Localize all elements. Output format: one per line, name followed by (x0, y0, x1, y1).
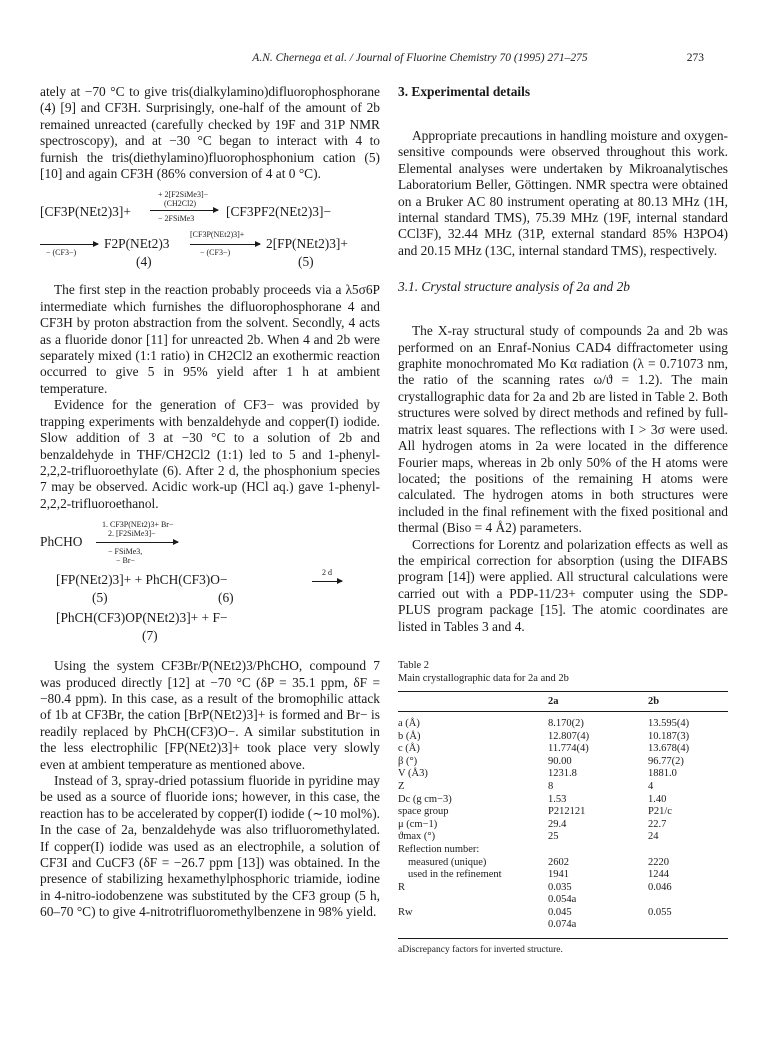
compound-label: (6) (218, 590, 234, 606)
table-header-cell (398, 691, 548, 711)
table-cell: 90.00 (548, 755, 572, 767)
arrow-label: 2. [F2SiMe3]− (108, 529, 156, 539)
paragraph: Instead of 3, spray-dried potassium fluoride in pyridine may be used as a source of fluoride ions; however, in this case, the reaction has to be accelerated by copper(I) iodide (∼10 mol%). In the case of 2a, benzaldehyde was also trifluoromethylated. If copper(I) iodide was used as an electrophile, a solution of CF3I and CuCF3 (δF = −26.7 ppm [13]) was obtained. In the presence of stabilizing hexamethylphosphoric triamide, iodine in 4-nitro-iodobenzene was substituted by the CF3 group (5 h, 60–70 °C) to give 4-nitrotrifluoromethylbenzene in 98% yield. (40, 772, 380, 920)
table-cell (648, 894, 728, 907)
arrow-label: 1. CF3P(NEt2)3+ Br− (102, 520, 174, 530)
table-row (398, 869, 728, 882)
table-cell: Reflection number: (398, 843, 480, 855)
table-cell: 8 (548, 780, 554, 792)
reaction-arrow (190, 244, 260, 245)
reaction-arrow (150, 210, 218, 211)
arrow-label: (CH2Cl2) (164, 199, 196, 209)
table-row (398, 819, 728, 832)
table-cell: P21/c (648, 806, 672, 818)
table-label: Table 2 (398, 659, 430, 671)
table-cell: space group (398, 806, 449, 818)
table-cell: 29.4 (548, 818, 567, 830)
paragraph: ately at −70 °C to give tris(dialkylamino)difluorophosphorane (4) [9] and CF3H. Surprisingly, one-half of the amount of 2b remained unreacted (carefully checked by 19F and 31P NMR spectroscopy), and at −30 °C began to interact with 4 to furnish the tris(diethylamino)fluorophosphonium cation (5) [10] and again CF3H (86% conversion of 4 at 0 °C). (40, 84, 380, 182)
section-heading: 3. Experimental details (398, 84, 531, 99)
table-cell: 1941 (548, 869, 569, 881)
arrow-label: − (CF3−) (200, 248, 231, 258)
table-header-cell: 2b (648, 691, 728, 711)
table-cell: Z (398, 780, 405, 792)
table-cell: 0.035 (548, 881, 572, 893)
table-title: Main crystallographic data for 2a and 2b (398, 672, 569, 684)
table-cell (648, 919, 728, 938)
table-row (398, 731, 728, 744)
table-cell: μ (cm−1) (398, 818, 438, 830)
table-cell: 22.7 (648, 818, 667, 830)
table-row (398, 794, 728, 807)
table-cell: 96.77(2) (648, 755, 684, 767)
arrow-label: − (CF3−) (46, 248, 77, 258)
scheme-reactant: [CF3P(NEt2)3]+ (40, 204, 131, 220)
paragraph: Using the system CF3Br/P(NEt2)3/PhCHO, compound 7 was produced directly [12] at −70 °C (δP = 35.1 ppm, δF = −80.4 ppm). In this case, as a result of the bromophilic attack of 1b at CF3Br, the cation [BrP(NEt2)3]+ is formed and Br− is readily replaced by PhCH(CF3)O−. A similar substitution in the less electrophilic [FP(NEt2)3]+ took place very slowly even at ambient temperature as mentioned above. (40, 658, 380, 772)
table-row (398, 831, 728, 844)
table-cell: 0.055 (648, 906, 672, 918)
table-row (398, 882, 728, 895)
subsection-heading: 3.1. Crystal structure analysis of 2a and 2b (398, 279, 630, 295)
running-title: A.N. Chernega et al. / Journal of Fluorine Chemistry 70 (1995) 271–275 (252, 52, 588, 64)
table-cell: Dc (g cm−3) (398, 793, 452, 805)
table-cell: 2220 (648, 856, 669, 868)
table-cell: used in the refinement (408, 869, 502, 881)
table-cell: 25 (548, 831, 559, 843)
table-cell: 8.170(2) (548, 717, 584, 729)
crystallographic-data-table (398, 691, 728, 939)
table-cell (398, 894, 548, 907)
table-cell: 13.595(4) (648, 717, 690, 729)
scheme-line: [FP(NEt2)3]+ + PhCH(CF3)O− (56, 572, 228, 588)
table-cell: P212121 (548, 806, 586, 818)
table-row (398, 768, 728, 781)
table-cell: 0.074a (548, 919, 648, 938)
table-row (398, 781, 728, 794)
scheme-product: F2P(NEt2)3 (104, 236, 170, 252)
table-cell: R (398, 881, 406, 893)
table-cell: 2602 (548, 856, 569, 868)
reaction-arrow (40, 244, 98, 245)
arrow-label: [CF3P(NEt2)3]+ (190, 230, 245, 240)
arrow-label: + 2[F2SiMe3]− (158, 190, 209, 200)
table-cell: 0.046 (648, 881, 672, 893)
table-cell: a (Å) (398, 717, 420, 729)
scheme-reactant: PhCHO (40, 534, 83, 550)
table-cell: 11.774(4) (548, 743, 589, 755)
table-row (398, 919, 728, 938)
table-cell (648, 844, 728, 857)
scheme-product: 2[FP(NEt2)3]+ (266, 236, 348, 252)
table-row (398, 857, 728, 870)
table-row (398, 743, 728, 756)
table-row (398, 907, 728, 920)
paragraph: The first step in the reaction probably proceeds via a λ5σ6P intermediate which furnishes the difluorophosphorane 4 and CF3H by proton abstraction from the solvent. Secondly, 4 acts as a fluoride donor [11] for unreacted 2b. When 4 and 2b were separately mixed (1:1 ratio) in CH2Cl2 an exothermic reaction occurred to give 5 in 95% yield after 1 h at ambient temperature. (40, 282, 380, 396)
table-row (398, 806, 728, 819)
table-footnote: aDiscrepancy factors for inverted structure. (398, 945, 563, 956)
table-row (398, 711, 728, 730)
table-cell: 10.187(3) (648, 730, 690, 742)
reaction-scheme-1 (40, 190, 380, 272)
table-cell: 1231.8 (548, 768, 577, 780)
reaction-scheme-2 (40, 520, 380, 646)
paragraph: Evidence for the generation of CF3− was provided by trapping experiments with benzaldehyde and copper(I) iodide. Slow addition of 3 at −30 °C to a solution of 2b and benzaldehyde in THF/CH2Cl2 (1:1) led to 5 and 1-phenyl-2,2,2-trifluoroethylate (6). After 2 d, the phosphonium species 7 may be observed. Acidic work-up (HCl aq.) gave 1-phenyl-2,2,2-trifluoroethanol. (40, 397, 380, 511)
table-cell: 1.40 (648, 793, 667, 805)
table-cell: β (°) (398, 755, 418, 767)
reaction-arrow (96, 542, 178, 543)
table-cell: V (Å3) (398, 768, 428, 780)
table-cell: b (Å) (398, 730, 421, 742)
table-caption (398, 659, 728, 685)
right-column (398, 84, 728, 955)
reaction-arrow (312, 581, 342, 582)
compound-label: (7) (142, 628, 158, 644)
table-cell: 24 (648, 831, 659, 843)
paragraph: Corrections for Lorentz and polarization effects as well as the empirical correction for absorption (using the DIFABS program [14]) were applied. All structural calculations were carried out with a PDP-11/23+ computer using the SDP-PLUS program package [15]. The atomic coordinates are listed in Tables 3 and 4. (398, 536, 728, 634)
compound-label: (4) (136, 254, 152, 270)
table-header-cell: 2a (548, 691, 648, 711)
table-cell: 1.53 (548, 793, 567, 805)
scheme-product: [CF3PF2(NEt2)3]− (226, 204, 332, 220)
table-header-row (398, 691, 728, 711)
table-cell: measured (unique) (408, 856, 487, 868)
table-cell: 13.678(4) (648, 743, 690, 755)
arrow-label: − 2FSiMe3 (158, 214, 195, 224)
table-cell: 1881.0 (648, 768, 677, 780)
scheme-line: [PhCH(CF3)OP(NEt2)3]+ + F− (56, 610, 228, 626)
table-row (398, 756, 728, 769)
arrow-label: 2 d (322, 568, 332, 578)
arrow-label: − Br− (116, 556, 136, 566)
table-cell (398, 919, 548, 938)
table-cell: 0.054a (548, 894, 577, 906)
table-cell: 4 (648, 780, 654, 792)
table-cell: ϑmax (°) (398, 831, 436, 843)
paragraph: Appropriate precautions in handling moisture and oxygen-sensitive compounds were observed throughout this work. Elemental analyses were undertaken by Mikroanalytisches Laboratorium Beller, Göttingen. NMR spectra were obtained on a Bruker AC 80 instrument operating at 80.13 MHz (1H, internal standard TMS), 75.39 MHz (19F, internal standard CCl3F), 32.44 MHz (31P, external standard 85% H3PO4) and 20.15 MHz (13C, internal standard TMS), respectively. (398, 128, 728, 258)
table-cell: c (Å) (398, 743, 420, 755)
page-number: 273 (686, 52, 704, 64)
paragraph: The X-ray structural study of compounds 2a and 2b was performed on an Enraf-Nonius CAD4 diffractometer using graphite monochromated Mo Kα radiation (λ = 0.71073 nm, the ratio of the scanning rates ω/ϑ = 1.2). The main crystallographic data for 2a and 2b are listed in Table 2. Both structures were solved by direct methods and refined by full-matrix least squares. The reflections with I > 3σ were used. All hydrogen atoms in 2a were located in the difference Fourier maps, whereas in 2b only 50% of the H atoms were located; the positions of the remaining H atoms were calculated. The hydrogen atoms in both structures were included in the final refinement with the fixed positional and thermal (Biso = 4 Å2) parameters. (398, 323, 728, 536)
left-column (40, 84, 380, 921)
arrow-label: − FSiMe3, (108, 547, 143, 557)
table-row (398, 844, 728, 857)
table-cell: 12.807(4) (548, 730, 590, 742)
running-header (0, 52, 768, 70)
table-cell: Rw (398, 906, 413, 918)
table-row (398, 894, 728, 907)
table-cell: 0.045 (548, 906, 572, 918)
compound-label: (5) (298, 254, 314, 270)
table-cell (548, 844, 648, 857)
table-cell: 1244 (648, 869, 669, 881)
compound-label: (5) (92, 590, 108, 606)
